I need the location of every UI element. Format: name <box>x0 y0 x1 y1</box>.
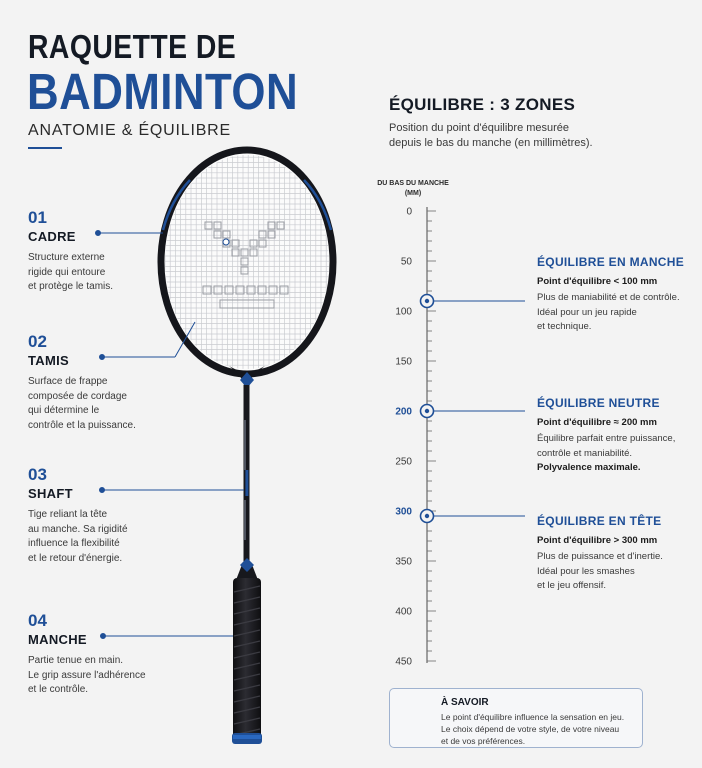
info-text <box>441 711 641 747</box>
axis-tick-label: 50 <box>400 256 412 268</box>
part-manche <box>28 611 158 698</box>
axis-tick-label: 400 <box>395 606 412 618</box>
desc-line: Tige reliant la tête <box>28 509 108 520</box>
part-name: TAMIS <box>28 353 69 368</box>
zone-description <box>537 291 702 335</box>
part-number: 03 <box>28 465 47 484</box>
axis-tick-label: 300 <box>395 506 412 518</box>
title-line-1: RAQUETTE DE <box>28 28 237 65</box>
part-description <box>28 251 158 295</box>
caption-line: DU BAS DU MANCHE <box>377 180 449 187</box>
axis-tick-label: 450 <box>395 656 412 668</box>
zone-marker <box>421 405 526 418</box>
desc-line: depuis le bas du manche (en millimètres). <box>389 137 593 149</box>
desc-line: contrôle et la puissance. <box>28 419 136 431</box>
part-description <box>28 654 158 698</box>
desc-line: et le contrôle. <box>28 684 89 695</box>
desc-line: composée de cordage <box>28 390 127 402</box>
zone-title: ÉQUILIBRE NEUTRE <box>537 396 660 410</box>
zone-description <box>537 432 702 476</box>
frame-dot <box>223 239 229 245</box>
part-number: 01 <box>28 208 47 227</box>
zone-manche <box>537 255 702 335</box>
part-number: 02 <box>28 332 47 351</box>
part-name: SHAFT <box>28 486 73 501</box>
info-line: Le choix dépend de votre style, de votre niveau <box>441 724 620 734</box>
zone-marker <box>421 510 526 523</box>
zone-point: Point d'équilibre < 100 mm <box>537 276 658 287</box>
subtitle-divider <box>28 147 62 149</box>
part-cadre <box>28 208 158 295</box>
desc-line-bold: Polyvalence maximale. <box>537 462 641 473</box>
axis-tick-label: 150 <box>395 356 412 368</box>
desc-line: et le retour d'énergie. <box>28 552 123 564</box>
caption-line: (MM) <box>404 190 422 197</box>
desc-line: Partie tenue en main. <box>28 655 124 666</box>
desc-line: Équilibre parfait entre puissance, <box>537 433 676 444</box>
axis-tick-label: 350 <box>395 556 412 568</box>
desc-line: et technique. <box>537 321 592 332</box>
axis-tick-label: 250 <box>395 456 412 468</box>
info-title: À SAVOIR <box>441 697 489 708</box>
axis-tick-label: 100 <box>395 306 412 318</box>
racket-shaft <box>244 385 250 565</box>
desc-line: Plus de maniabilité et de contrôle. <box>537 292 680 303</box>
desc-line: au manche. Sa rigidité <box>28 523 128 535</box>
zone-title: ÉQUILIBRE EN TÊTE <box>537 514 662 528</box>
zone-marker <box>421 295 526 308</box>
desc-line: Surface de frappe <box>28 376 108 387</box>
title-line-2: BADMINTON <box>27 63 299 120</box>
desc-line: influence la flexibilité <box>28 538 120 549</box>
desc-line: Le grip assure l'adhérence <box>28 669 146 681</box>
part-shaft <box>28 465 158 566</box>
racket-grip <box>232 578 262 744</box>
zone-description <box>537 550 702 594</box>
desc-line: Structure externe <box>28 252 105 263</box>
zone-point: Point d'équilibre > 300 mm <box>537 535 658 546</box>
zone-tete <box>537 514 702 594</box>
zone-markers <box>421 295 526 523</box>
desc-line: Idéal pour les smashes <box>537 565 635 577</box>
balance-axis <box>395 207 436 668</box>
desc-line: Position du point d'équilibre mesurée <box>389 122 570 134</box>
desc-line: rigide qui entoure <box>28 266 106 278</box>
part-description <box>28 375 158 433</box>
part-name: CADRE <box>28 229 76 244</box>
zone-title: ÉQUILIBRE EN MANCHE <box>537 255 685 269</box>
axis-tick-label: 0 <box>406 206 412 218</box>
racket-head <box>160 150 335 375</box>
desc-line: et protège le tamis. <box>28 281 114 292</box>
part-description <box>28 508 158 566</box>
info-line: et de vos préférences. <box>441 736 526 746</box>
part-number: 04 <box>28 611 47 630</box>
axis-tick-label: 200 <box>395 406 412 418</box>
part-name: MANCHE <box>28 632 87 647</box>
zone-point: Point d'équilibre ≈ 200 mm <box>537 417 657 428</box>
desc-line: contrôle et maniabilité. <box>537 447 633 459</box>
part-tamis <box>28 332 158 433</box>
balance-description <box>389 121 659 151</box>
desc-line: et le jeu offensif. <box>537 580 607 591</box>
axis-caption <box>376 179 450 199</box>
info-line: Le point d'équilibre influence la sensation en jeu. <box>441 712 625 722</box>
desc-line: Idéal pour un jeu rapide <box>537 306 637 318</box>
zone-neutre <box>537 396 702 476</box>
desc-line: qui détermine le <box>28 405 100 416</box>
subtitle: ANATOMIE & ÉQUILIBRE <box>28 122 232 139</box>
balance-title: ÉQUILIBRE : 3 ZONES <box>389 95 576 114</box>
desc-line: Plus de puissance et d'inertie. <box>537 551 663 562</box>
